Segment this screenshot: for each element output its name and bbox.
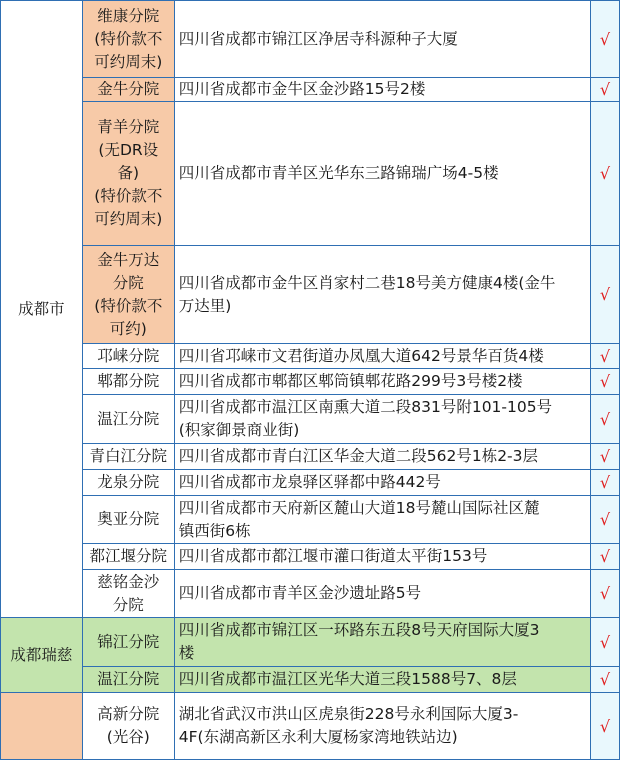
address-cell: 四川省成都市金牛区金沙路15号2楼 <box>174 78 590 102</box>
city-cell <box>1 693 83 760</box>
table-row <box>1 544 620 570</box>
address-cell: 四川省成都市青羊区光华东三路锦瑞广场4-5楼 <box>174 102 590 246</box>
check-mark-cell: √ <box>591 667 620 693</box>
address-cell: 四川省成都市青羊区金沙遗址路5号 <box>174 570 590 618</box>
check-mark-cell: √ <box>591 496 620 544</box>
table-row <box>1 693 620 760</box>
table-row <box>1 395 620 444</box>
branch-cell: 青白江分院 <box>82 444 174 470</box>
branch-cell: 慈铭金沙 分院 <box>82 570 174 618</box>
check-mark-cell: √ <box>591 78 620 102</box>
branch-cell: 金牛万达 分院 (特价款不 可约) <box>82 246 174 344</box>
address-cell: 四川省成都市都江堰市灌口街道太平街153号 <box>174 544 590 570</box>
branch-cell: 金牛分院 <box>82 78 174 102</box>
check-mark-cell: √ <box>591 344 620 369</box>
city-cell: 成都瑞慈 <box>1 618 83 693</box>
address-cell: 四川省成都市郫都区郫筒镇郫花路299号3号楼2楼 <box>174 369 590 395</box>
address-cell: 四川省邛崃市文君街道办凤凰大道642号景华百货4楼 <box>174 344 590 369</box>
branch-cell: 高新分院 (光谷) <box>82 693 174 760</box>
check-mark-cell: √ <box>591 618 620 667</box>
city-cell: 成都市 <box>1 1 83 618</box>
address-cell: 四川省成都市温江区南熏大道二段831号附101-105号 (积家御景商业街) <box>174 395 590 444</box>
table-row <box>1 78 620 102</box>
table-row <box>1 1 620 78</box>
branch-cell: 都江堰分院 <box>82 544 174 570</box>
address-cell: 湖北省武汉市洪山区虎泉街228号永利国际大厦3- 4F(东湖高新区永利大厦杨家湾地铁站边) <box>174 693 590 760</box>
check-mark-cell: √ <box>591 570 620 618</box>
address-cell: 四川省成都市温江区光华大道三段1588号7、8层 <box>174 667 590 693</box>
check-mark-cell: √ <box>591 369 620 395</box>
branch-cell: 青羊分院 (无DR设 备) (特价款不 可约周末) <box>82 102 174 246</box>
check-mark-cell: √ <box>591 1 620 78</box>
table-row <box>1 570 620 618</box>
check-mark-cell: √ <box>591 693 620 760</box>
table-row <box>1 246 620 344</box>
table-row <box>1 618 620 667</box>
table-row <box>1 444 620 470</box>
branch-cell: 奥亚分院 <box>82 496 174 544</box>
address-cell: 四川省成都市天府新区麓山大道18号麓山国际社区麓 镇西街6栋 <box>174 496 590 544</box>
branch-cell: 温江分院 <box>82 395 174 444</box>
check-mark-cell: √ <box>591 544 620 570</box>
check-mark-cell: √ <box>591 102 620 246</box>
address-cell: 四川省成都市锦江区一环路东五段8号天府国际大厦3 楼 <box>174 618 590 667</box>
address-cell: 四川省成都市金牛区肖家村二巷18号美方健康4楼(金牛 万达里) <box>174 246 590 344</box>
address-cell: 四川省成都市青白江区华金大道二段562号1栋2-3层 <box>174 444 590 470</box>
table-row <box>1 667 620 693</box>
table-row <box>1 102 620 246</box>
branch-cell: 郫都分院 <box>82 369 174 395</box>
table-row <box>1 369 620 395</box>
branch-cell: 龙泉分院 <box>82 470 174 496</box>
branch-cell: 维康分院 (特价款不 可约周末) <box>82 1 174 78</box>
check-mark-cell: √ <box>591 470 620 496</box>
branch-cell: 锦江分院 <box>82 618 174 667</box>
table-row <box>1 496 620 544</box>
address-cell: 四川省成都市龙泉驿区驿都中路442号 <box>174 470 590 496</box>
table-row <box>1 344 620 369</box>
table-row <box>1 470 620 496</box>
address-cell: 四川省成都市锦江区净居寺科源种子大厦 <box>174 1 590 78</box>
branch-cell: 邛崃分院 <box>82 344 174 369</box>
check-mark-cell: √ <box>591 246 620 344</box>
check-mark-cell: √ <box>591 395 620 444</box>
branch-cell: 温江分院 <box>82 667 174 693</box>
check-mark-cell: √ <box>591 444 620 470</box>
